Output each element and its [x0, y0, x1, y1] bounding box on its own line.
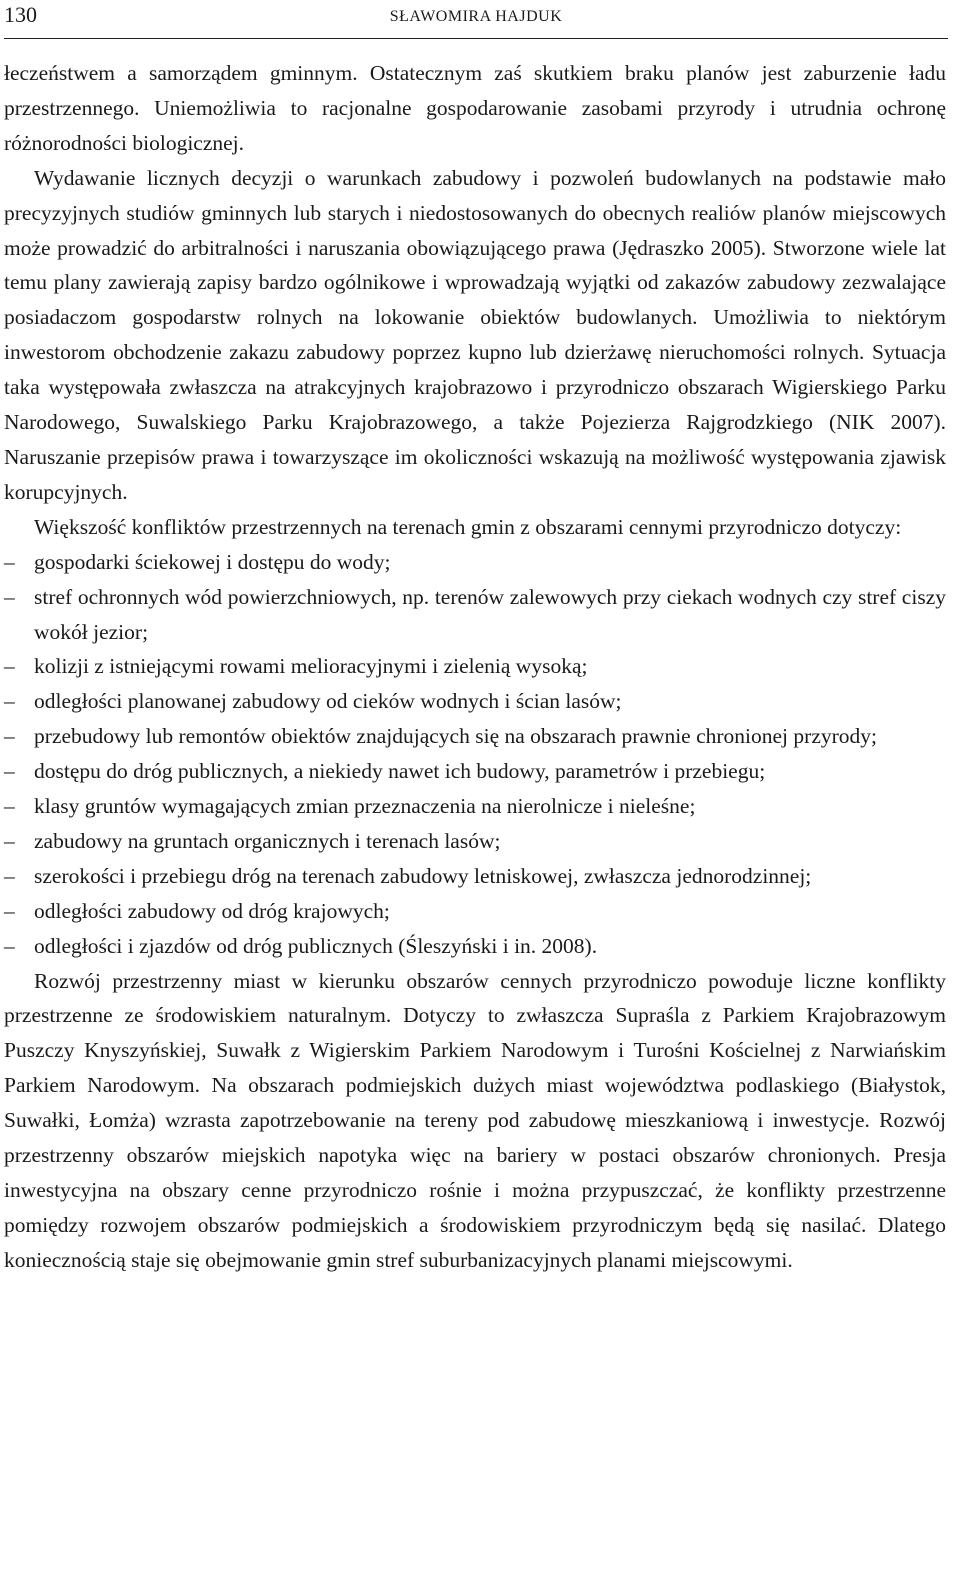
list-item — [4, 859, 946, 894]
list-item — [4, 894, 946, 929]
list-item-text: stref ochronnych wód powierzchniowych, np. terenów zalewowych przy ciekach wodnych czy stref ciszy wokół jezior; — [34, 584, 946, 644]
list-item-text: zabudowy na gruntach organicznych i terenach lasów; — [34, 828, 501, 853]
dash-marker: – — [4, 828, 15, 853]
dash-marker: – — [4, 933, 15, 958]
dash-marker: – — [4, 689, 15, 714]
dash-marker: – — [4, 794, 15, 819]
page-header — [4, 0, 948, 39]
paragraph-1: łeczeństwem a samorządem gminnym. Ostatecznym zaś skutkiem braku planów jest zaburzenie ładu przestrzennego. Uniemożliwia to racjonalne gospodarowanie zasobami przyrody i utrudnia ochronę różnorodności biologicznej. — [4, 61, 946, 155]
dash-marker: – — [4, 898, 15, 923]
list-item — [4, 719, 946, 754]
paragraph-4: Rozwój przestrzenny miast w kierunku obszarów cennych przyrodniczo powoduje liczne konflikty przestrzenne ze środowiskiem naturalnym. Dotyczy to zwłaszcza Supraśla z Parkiem Krajobrazowym Puszczy Knyszyńskiej, Suwałk z Wigierskim Parkiem Narodowym i Turośni Kościelnej z Narwiańskim Parkiem Narodowym. Na obszarach podmiejskich dużych miast województwa podlaskiego (Białystok, Suwałki, Łomża) wzrasta zapotrzebowanie na tereny pod zabudowę mieszkaniową i inwestycje. Rozwój przestrzenny obszarów miejskich napotyka więc na bariery w postaci obszarów chronionych. Presja inwestycyjna na obszary cenne przyrodniczo rośnie i można przypuszczać, że konflikty przestrzenne pomiędzy rozwojem obszarów podmiejskich a środowiskiem przyrodniczym będą się nasilać. Dlatego koniecznością staje się obejmowanie gmin stref suburbanizacyjnych planami miejscowymi. — [4, 968, 946, 1272]
list-item — [4, 545, 946, 580]
list-item — [4, 580, 946, 650]
dash-marker: – — [4, 584, 15, 609]
list-item-text: przebudowy lub remontów obiektów znajdujących się na obszarach prawnie chronionej przyrody; — [34, 724, 877, 749]
list-item — [4, 754, 946, 789]
conflict-list — [4, 545, 946, 964]
list-item — [4, 929, 946, 964]
dash-marker: – — [4, 654, 15, 679]
list-item-text: odległości planowanej zabudowy od cieków wodnych i ścian lasów; — [34, 689, 622, 714]
list-item-text: gospodarki ściekowej i dostępu do wody; — [34, 549, 391, 574]
list-item-text: odległości i zjazdów od dróg publicznych (Śleszyński i in. 2008). — [34, 933, 598, 958]
list-item-text: odległości zabudowy od dróg krajowych; — [34, 898, 390, 923]
dash-marker: – — [4, 724, 15, 749]
paragraph-3: Większość konfliktów przestrzennych na terenach gmin z obszarami cennymi przyrodniczo dotyczy: — [34, 514, 902, 539]
list-item-text: klasy gruntów wymagających zmian przeznaczenia na nierolnicze i nieleśne; — [34, 794, 696, 819]
dash-marker: – — [4, 863, 15, 888]
dash-marker: – — [4, 549, 15, 574]
dash-marker: – — [4, 759, 15, 784]
list-item — [4, 824, 946, 859]
page-number: 130 — [4, 2, 37, 27]
body-text — [4, 56, 946, 1278]
running-head: SŁAWOMIRA HAJDUK — [389, 8, 563, 25]
list-item-text: szerokości i przebiegu dróg na terenach zabudowy letniskowej, zwłaszcza jednorodzinnej; — [34, 863, 812, 888]
list-item — [4, 684, 946, 719]
list-item-text: dostępu do dróg publicznych, a niekiedy nawet ich budowy, parametrów i przebiegu; — [34, 759, 766, 784]
paragraph-2: Wydawanie licznych decyzji o warunkach zabudowy i pozwoleń budowlanych na podstawie mało precyzyjnych studiów gminnych lub starych i niedostosowanych do obecnych realiów planów miejscowych może prowadzić do arbitralności i naruszania obowiązującego prawa (Jędraszko 2005). Stworzone wiele lat temu plany zawierają zapisy bardzo ogólnikowe i wprowadzają wyjątki od zakazów zabudowy zezwalające posiadaczom gospodarstw rolnych na lokowanie obiektów budowlanych. Umożliwia to niektórym inwestorom obchodzenie zakazu zabudowy poprzez kupno lub dzierżawę nieruchomości rolnych. Sytuacja taka występowała zwłaszcza na atrakcyjnych krajobrazowo i przyrodniczo obszarach Wigierskiego Parku Narodowego, Suwalskiego Parku Krajobrazowego, a także Pojezierza Rajgrodzkiego (NIK 2007). Naruszanie przepisów prawa i towarzyszące im okoliczności wskazują na możliwość występowania zjawisk korupcyjnych. — [4, 165, 946, 504]
list-item — [4, 789, 946, 824]
list-item-text: kolizji z istniejącymi rowami melioracyjnymi i zielenią wysoką; — [34, 654, 588, 679]
list-item — [4, 649, 946, 684]
